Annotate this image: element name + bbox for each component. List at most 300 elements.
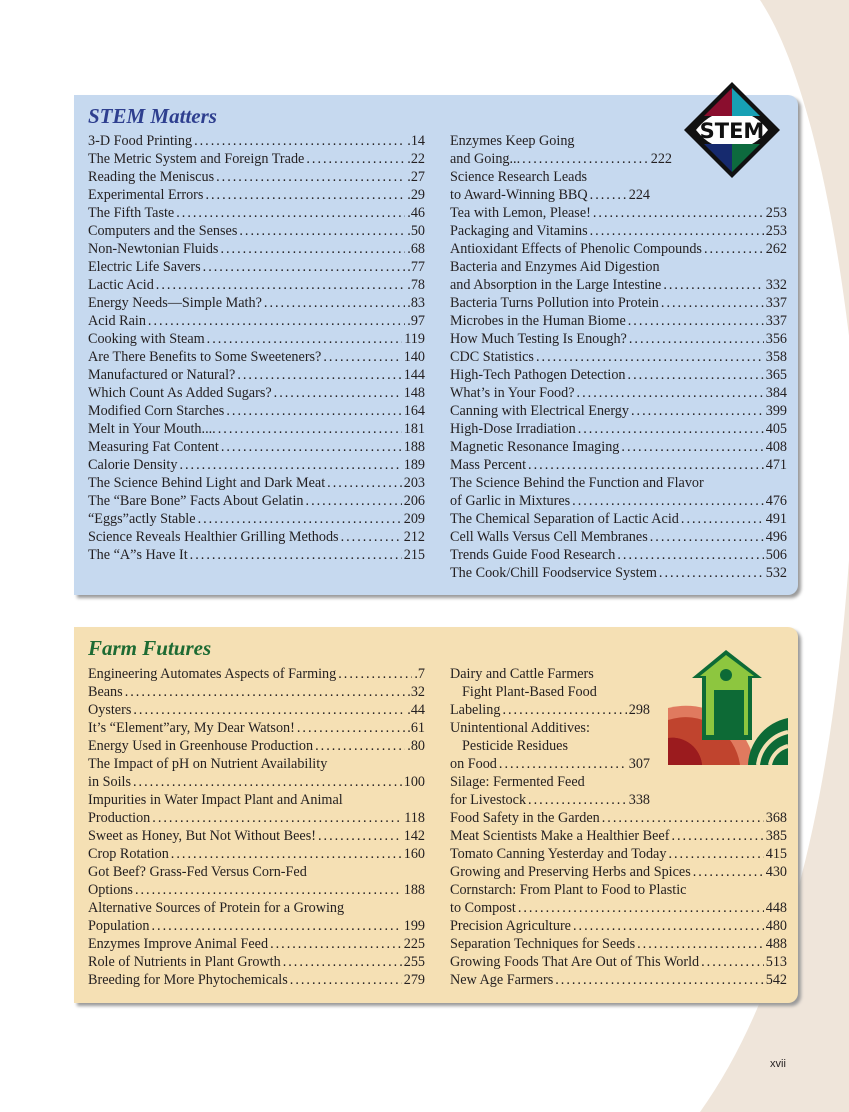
dot-leader: [637, 935, 764, 953]
dot-leader: [148, 312, 405, 330]
entry-title: Enzymes Improve Animal Feed: [88, 936, 269, 952]
toc-entry[interactable]: [88, 294, 425, 312]
toc-entry[interactable]: [88, 348, 425, 366]
dot-leader: [578, 420, 764, 438]
toc-entry[interactable]: [450, 564, 787, 582]
entry-title: Impurities in Water Impact Plant and Animal: [88, 792, 343, 808]
entry-title: Computers and the Senses: [88, 223, 238, 239]
dot-leader: [226, 402, 401, 420]
entry-title: Production: [88, 810, 151, 826]
entry-title: on Food: [450, 756, 497, 772]
toc-entry[interactable]: [88, 132, 425, 150]
entry-title: Got Beef? Grass-Fed Versus Corn-Fed: [88, 864, 307, 880]
entry-title: The Cook/Chill Foodservice System: [450, 565, 657, 581]
dot-leader: [270, 935, 402, 953]
page-ref: 188: [403, 439, 425, 455]
entry-title: Trends Guide Food Research: [450, 547, 616, 563]
toc-entry[interactable]: [88, 384, 425, 402]
dot-leader: [693, 863, 764, 881]
page-ref: 140: [403, 349, 425, 365]
dot-leader: [179, 456, 401, 474]
dot-leader: [602, 809, 764, 827]
toc-entry[interactable]: [88, 186, 425, 204]
toc-entry[interactable]: [450, 420, 787, 438]
dot-leader: [631, 402, 764, 420]
dot-leader: [555, 971, 763, 989]
entry-title: Mass Percent: [450, 457, 527, 473]
page-ref: .32: [407, 684, 425, 700]
entry-title: and Absorption in the Large Intestine: [450, 277, 662, 293]
entry-title: The Chemical Separation of Lactic Acid: [450, 511, 679, 527]
toc-entry[interactable]: [450, 510, 787, 528]
page-ref: 332: [765, 277, 787, 293]
entry-title: of Garlic in Mixtures: [450, 493, 571, 509]
page-ref: .22: [407, 151, 425, 167]
entry-title: for Livestock: [450, 792, 527, 808]
page-ref: .61: [407, 720, 425, 736]
page-ref: 209: [403, 511, 425, 527]
dot-leader: [701, 953, 764, 971]
page-ref: .78: [407, 277, 425, 293]
dot-leader: [264, 294, 405, 312]
entry-title: Cornstarch: From Plant to Food to Plastic: [450, 882, 687, 898]
dot-leader: [220, 240, 405, 258]
entry-title: Melt in Your Mouth....: [88, 421, 216, 437]
dot-leader: [133, 773, 402, 791]
entry-title: Calorie Density: [88, 457, 178, 473]
section-title: STEM Matters: [88, 104, 217, 128]
toc-entry[interactable]: [450, 438, 787, 456]
toc-entry[interactable]: [450, 953, 787, 971]
dot-leader: [671, 827, 763, 845]
page-ref: 189: [403, 457, 425, 473]
right-column: [450, 132, 787, 582]
entry-title: Crop Rotation: [88, 846, 169, 862]
dot-leader: [499, 755, 627, 773]
toc-entry[interactable]: [450, 474, 787, 510]
toc-entry[interactable]: [450, 330, 787, 348]
page-ref: .83: [407, 295, 425, 311]
dot-leader: [577, 384, 764, 402]
page-ref: .80: [407, 738, 425, 754]
entry-title: Options: [88, 882, 133, 898]
entry-title: Tea with Lemon, Please!: [450, 205, 591, 221]
page-ref: 358: [765, 349, 787, 365]
toc-entry[interactable]: [88, 222, 425, 240]
dot-leader: [125, 683, 406, 701]
page-ref: 255: [403, 954, 425, 970]
page-ref: .50: [407, 223, 425, 239]
entry-title: Growing Foods That Are Out of This World: [450, 954, 700, 970]
entry-title: Canning with Electrical Energy: [450, 403, 629, 419]
entry-title: Sweet as Honey, But Not Without Bees!: [88, 828, 316, 844]
dot-leader: [152, 809, 402, 827]
entry-title: Unintentional Additives:: [450, 720, 590, 736]
toc-entry[interactable]: [88, 827, 425, 845]
entry-title: Population: [88, 918, 150, 934]
entry-title: Modified Corn Starches: [88, 403, 225, 419]
toc-entry[interactable]: [88, 276, 425, 294]
dot-leader: [518, 899, 764, 917]
page-ref: 262: [765, 241, 787, 257]
entry-title: Precision Agriculture: [450, 918, 571, 934]
toc-entry[interactable]: [88, 456, 425, 474]
left-column: [88, 665, 425, 989]
page-ref: .29: [407, 187, 425, 203]
dot-leader: [290, 971, 402, 989]
toc-entry[interactable]: [88, 791, 425, 827]
toc-entry[interactable]: [88, 737, 425, 755]
stem-logo-text: STEM: [699, 119, 765, 143]
toc-entry[interactable]: [88, 402, 425, 420]
page-ref: 188: [403, 882, 425, 898]
dot-leader: [306, 150, 405, 168]
toc-entry[interactable]: [450, 168, 650, 204]
page-ref: 542: [765, 972, 787, 988]
entry-title: The Impact of pH on Nutrient Availability: [88, 756, 328, 772]
toc-entry[interactable]: [88, 546, 425, 564]
dot-leader: [629, 330, 764, 348]
farm-logo-icon: [662, 640, 790, 765]
toc-entry[interactable]: [88, 258, 425, 276]
page-number: xvii: [770, 1058, 786, 1070]
entry-title: Silage: Fermented Feed: [450, 774, 585, 790]
page-ref: 206: [403, 493, 425, 509]
dot-leader: [198, 510, 402, 528]
page-ref: 222: [650, 151, 672, 167]
page-ref: 496: [765, 529, 787, 545]
page-ref: 253: [765, 223, 787, 239]
page-ref: 160: [403, 846, 425, 862]
dot-leader: [341, 528, 402, 546]
toc-entry[interactable]: [88, 330, 425, 348]
dot-leader: [315, 737, 405, 755]
entry-title: to Award-Winning BBQ: [450, 187, 588, 203]
dot-leader: [135, 881, 402, 899]
toc-entry[interactable]: [88, 971, 425, 989]
toc-entry[interactable]: [88, 240, 425, 258]
toc-entry[interactable]: [450, 204, 787, 222]
toc-entry[interactable]: [88, 899, 425, 935]
dot-leader: [274, 384, 402, 402]
page-ref: 118: [404, 810, 425, 826]
entry-title: High-Tech Pathogen Detection: [450, 367, 626, 383]
dot-leader: [176, 204, 405, 222]
page-ref: 119: [404, 331, 425, 347]
toc-entry[interactable]: [450, 809, 787, 827]
dot-leader: [663, 276, 763, 294]
dot-leader: [628, 366, 764, 384]
toc-entry[interactable]: [450, 827, 787, 845]
dot-leader: [190, 546, 402, 564]
dot-leader: [221, 438, 402, 456]
page-ref: 307: [628, 756, 650, 772]
dot-leader: [306, 492, 402, 510]
page-ref: 338: [628, 792, 650, 808]
toc-entry[interactable]: [88, 204, 425, 222]
entry-title: Microbes in the Human Biome: [450, 313, 626, 329]
page-ref: 100: [403, 774, 425, 790]
entry-title: Labeling: [450, 702, 501, 718]
page-ref: .14: [407, 133, 425, 149]
toc-entry[interactable]: [450, 240, 787, 258]
page-ref: 384: [765, 385, 787, 401]
entry-title: Packaging and Vitamins: [450, 223, 588, 239]
entry-title: The Science Behind Light and Dark Meat: [88, 475, 326, 491]
page-ref: 203: [403, 475, 425, 491]
stem-logo-icon: [682, 80, 782, 180]
toc-entry[interactable]: [88, 953, 425, 971]
entry-title: The “Bare Bone” Facts About Gelatin: [88, 493, 304, 509]
toc-entry[interactable]: [450, 402, 787, 420]
toc-entry[interactable]: [88, 528, 425, 546]
entry-title: Lactic Acid: [88, 277, 154, 293]
toc-entry[interactable]: [88, 474, 425, 492]
dot-leader: [216, 168, 405, 186]
dot-leader: [528, 456, 764, 474]
dot-leader: [283, 953, 402, 971]
toc-entry[interactable]: [450, 528, 787, 546]
toc-entry[interactable]: [88, 683, 425, 701]
entry-title: Science Reveals Healthier Grilling Methods: [88, 529, 339, 545]
page-ref: 212: [403, 529, 425, 545]
page-ref: 385: [765, 828, 787, 844]
toc-entry[interactable]: [88, 510, 425, 528]
page-ref: 532: [765, 565, 787, 581]
dot-leader: [338, 665, 412, 683]
dot-leader: [593, 204, 764, 222]
dot-leader: [205, 186, 405, 204]
entry-title: What’s in Your Food?: [450, 385, 575, 401]
dot-leader: [617, 546, 763, 564]
dot-leader: [659, 564, 764, 582]
toc-entry[interactable]: [450, 132, 672, 168]
dot-leader: [528, 791, 627, 809]
dot-leader: [194, 132, 405, 150]
toc-entry[interactable]: [88, 719, 425, 737]
section-title: Farm Futures: [88, 636, 212, 660]
toc-entry[interactable]: [450, 935, 787, 953]
toc-entry[interactable]: [88, 150, 425, 168]
dot-leader: [573, 917, 764, 935]
entry-title: 3-D Food Printing: [88, 133, 193, 149]
page-ref: 356: [765, 331, 787, 347]
page-ref: 491: [765, 511, 787, 527]
entry-title: Oysters: [88, 702, 132, 718]
entry-title: Energy Needs—Simple Math?: [88, 295, 262, 311]
dot-leader: [590, 222, 764, 240]
toc-entry[interactable]: [450, 366, 787, 384]
dot-leader: [171, 845, 402, 863]
entry-title: Dairy and Cattle Farmers: [450, 666, 594, 682]
entry-title: New Age Farmers: [450, 972, 554, 988]
entry-title: Beans: [88, 684, 123, 700]
dot-leader: [239, 222, 405, 240]
toc-entry[interactable]: [88, 312, 425, 330]
page-ref: 471: [765, 457, 787, 473]
page-ref: 199: [403, 918, 425, 934]
toc-entry[interactable]: [88, 701, 425, 719]
toc-entry[interactable]: [88, 755, 425, 791]
dot-leader: [536, 348, 764, 366]
toc-entry[interactable]: [450, 665, 650, 719]
toc-entry[interactable]: [450, 222, 787, 240]
entry-title: Separation Techniques for Seeds: [450, 936, 636, 952]
dot-leader: [327, 474, 402, 492]
dot-leader: [704, 240, 764, 258]
toc-entry[interactable]: [450, 384, 787, 402]
page-ref: 337: [765, 295, 787, 311]
entry-title: The Fifth Taste: [88, 205, 175, 221]
dot-leader: [156, 276, 405, 294]
page-ref: 488: [765, 936, 787, 952]
entry-title: Role of Nutrients in Plant Growth: [88, 954, 281, 970]
page-ref: 476: [765, 493, 787, 509]
page-ref: 513: [765, 954, 787, 970]
toc-entry[interactable]: [450, 863, 787, 881]
page-ref: 181: [403, 421, 425, 437]
page-ref: 279: [403, 972, 425, 988]
entry-title: It’s “Element”ary, My Dear Watson!: [88, 720, 295, 736]
dot-leader: [650, 528, 764, 546]
page-ref: .27: [407, 169, 425, 185]
toc-entry[interactable]: [88, 665, 425, 683]
entry-title: Antioxidant Effects of Phenolic Compounds: [450, 241, 702, 257]
entry-title: Manufactured or Natural?: [88, 367, 236, 383]
toc-entry[interactable]: [88, 168, 425, 186]
entry-title: Magnetic Resonance Imaging: [450, 439, 620, 455]
entry-title: The Metric System and Foreign Trade: [88, 151, 305, 167]
dot-leader: [668, 845, 763, 863]
page-ref: 368: [765, 810, 787, 826]
entry-title: Pesticide Residues: [462, 738, 568, 754]
dot-leader: [681, 510, 764, 528]
dot-leader: [621, 438, 763, 456]
dot-leader: [522, 150, 649, 168]
page-ref: 399: [765, 403, 787, 419]
dot-leader: [502, 701, 626, 719]
entry-title: to Compost: [450, 900, 516, 916]
entry-title: How Much Testing Is Enough?: [450, 331, 627, 347]
toc-entry[interactable]: [88, 845, 425, 863]
dot-leader: [207, 330, 403, 348]
page-ref: 144: [403, 367, 425, 383]
page-ref: 405: [765, 421, 787, 437]
page-ref: 480: [765, 918, 787, 934]
dot-leader: [661, 294, 764, 312]
dot-leader: [318, 827, 402, 845]
entry-title: Bacteria Turns Pollution into Protein: [450, 295, 659, 311]
entry-title: and Going...: [450, 151, 521, 167]
entry-title: Cell Walls Versus Cell Membranes: [450, 529, 648, 545]
toc-entry[interactable]: [450, 258, 787, 294]
toc-entry[interactable]: [450, 881, 787, 917]
entry-title: Fight Plant-Based Food: [462, 684, 597, 700]
entry-title: Engineering Automates Aspects of Farming: [88, 666, 337, 682]
page-ref: 215: [403, 547, 425, 563]
dot-leader: [323, 348, 401, 366]
entry-title: CDC Statistics: [450, 349, 534, 365]
page-ref: .44: [407, 702, 425, 718]
entry-title: Electric Life Savers: [88, 259, 201, 275]
entry-title: Bacteria and Enzymes Aid Digestion: [450, 259, 660, 275]
dot-leader: [590, 186, 627, 204]
page-ref: 224: [628, 187, 650, 203]
entry-title: Measuring Fat Content: [88, 439, 219, 455]
entry-title: Food Safety in the Garden: [450, 810, 600, 826]
toc-entry[interactable]: [88, 438, 425, 456]
dot-leader: [218, 420, 402, 438]
entry-title: Which Count As Added Sugars?: [88, 385, 272, 401]
entry-title: Growing and Preserving Herbs and Spices: [450, 864, 691, 880]
entry-title: Experimental Errors: [88, 187, 204, 203]
toc-entry[interactable]: [450, 294, 787, 312]
toc-entry[interactable]: [450, 773, 650, 809]
page-ref: 448: [765, 900, 787, 916]
entry-title: Tomato Canning Yesterday and Today: [450, 846, 667, 862]
toc-entry[interactable]: [450, 546, 787, 564]
left-column: [88, 132, 425, 564]
entry-title: Meat Scientists Make a Healthier Beef: [450, 828, 670, 844]
page-ref: 337: [765, 313, 787, 329]
entry-title: Non-Newtonian Fluids: [88, 241, 219, 257]
toc-entry[interactable]: [88, 420, 425, 438]
toc-entry[interactable]: [88, 935, 425, 953]
page-ref: 142: [403, 828, 425, 844]
entry-title: Energy Used in Greenhouse Production: [88, 738, 314, 754]
toc-entry[interactable]: [88, 863, 425, 899]
dot-leader: [572, 492, 764, 510]
entry-title: Acid Rain: [88, 313, 146, 329]
toc-entry[interactable]: [450, 456, 787, 474]
page-ref: .7: [414, 666, 425, 682]
toc-entry[interactable]: [450, 845, 787, 863]
page-ref: 164: [403, 403, 425, 419]
entry-title: in Soils: [88, 774, 131, 790]
dot-leader: [297, 719, 405, 737]
toc-entry[interactable]: [450, 719, 650, 773]
page-ref: .77: [407, 259, 425, 275]
entry-title: Breeding for More Phytochemicals: [88, 972, 288, 988]
entry-title: Reading the Meniscus: [88, 169, 215, 185]
page-ref: 365: [765, 367, 787, 383]
toc-entry[interactable]: [450, 312, 787, 330]
dot-leader: [237, 366, 401, 384]
dot-leader: [628, 312, 764, 330]
page-ref: 430: [765, 864, 787, 880]
dot-leader: [151, 917, 401, 935]
entry-title: “Eggs”actly Stable: [88, 511, 196, 527]
entry-title: High-Dose Irradiation: [450, 421, 576, 437]
dot-leader: [203, 258, 406, 276]
toc-entry[interactable]: [450, 917, 787, 935]
toc-entry[interactable]: [88, 492, 425, 510]
entry-title: The “A”s Have It: [88, 547, 188, 563]
page-ref: 415: [765, 846, 787, 862]
page-ref: .46: [407, 205, 425, 221]
entry-title: Are There Benefits to Some Sweeteners?: [88, 349, 322, 365]
toc-entry[interactable]: [450, 971, 787, 989]
page-ref: 506: [765, 547, 787, 563]
entry-title: Science Research Leads: [450, 169, 588, 185]
toc-entry[interactable]: [88, 366, 425, 384]
page-ref: .68: [407, 241, 425, 257]
page-ref: 253: [765, 205, 787, 221]
dot-leader: [133, 701, 405, 719]
page-ref: 408: [765, 439, 787, 455]
page-ref: 298: [628, 702, 650, 718]
toc-entry[interactable]: [450, 348, 787, 366]
